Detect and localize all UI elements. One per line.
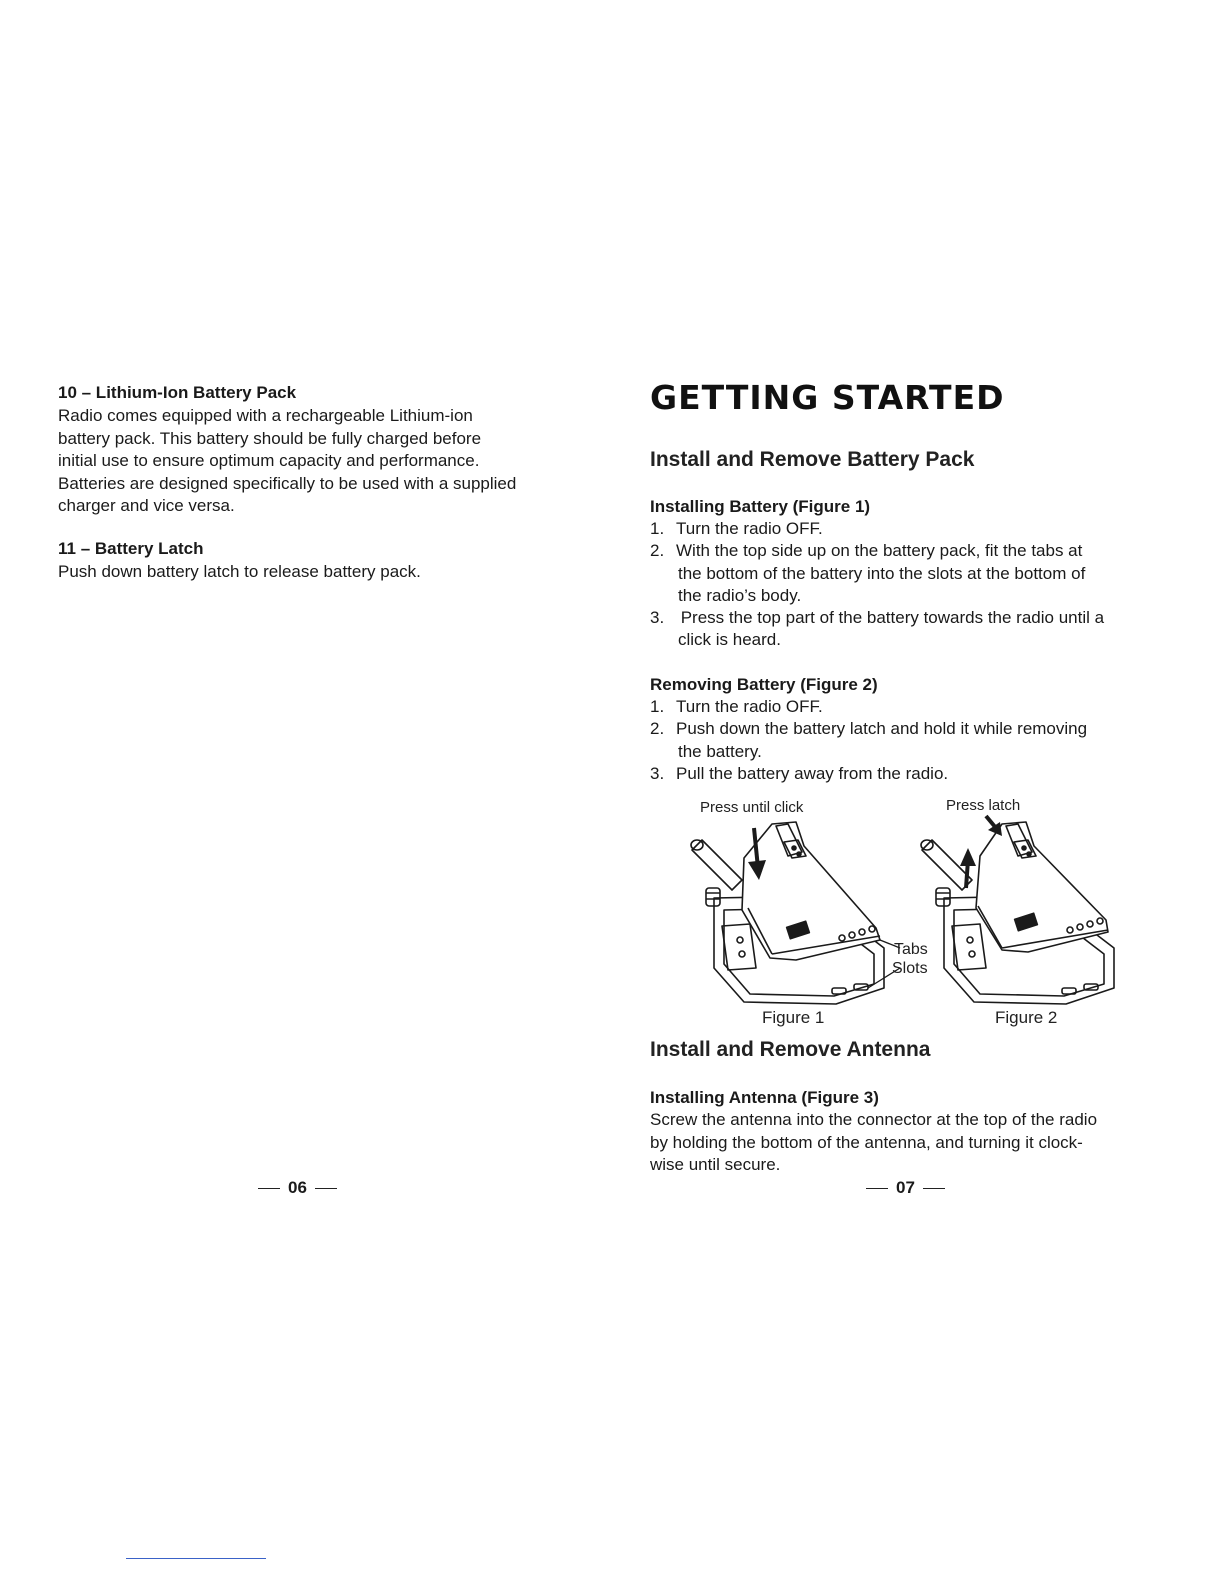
dash-decoration — [315, 1188, 337, 1189]
battery-pack-line: Radio comes equipped with a rechargeable Lithium-ion — [58, 406, 473, 425]
battery-latch-section — [58, 538, 578, 584]
step-number: 2. — [650, 541, 665, 561]
battery-latch-description: Push down battery latch to release battery pack. — [58, 562, 421, 581]
dash-decoration — [866, 1188, 888, 1189]
step-number: 1. — [650, 697, 665, 716]
list-item — [650, 718, 1170, 763]
battery-pack-title: 10 – Lithium-Ion Battery Pack — [58, 383, 297, 402]
battery-pack-line: battery pack. This battery should be fully charged before — [58, 428, 482, 448]
step-text: the bottom of the battery into the slots at the bottom of — [678, 563, 1086, 583]
step-number: 3. — [650, 763, 665, 783]
removing-battery-section — [650, 674, 1170, 785]
list-item — [650, 607, 1170, 652]
list-item — [650, 696, 1170, 718]
removing-battery-title: Removing Battery (Figure 2) — [650, 675, 878, 694]
figure2-caption: Figure 2 — [995, 1008, 1058, 1027]
battery-section-heading: Install and Remove Battery Pack — [650, 448, 975, 471]
step-text: Press the top part of the battery towards the radio until a — [676, 608, 1105, 628]
battery-pack-line: charger and vice versa. — [58, 496, 235, 515]
battery-pack-description — [58, 405, 578, 518]
figure1-label: Press until click — [700, 799, 804, 816]
step-text: the battery. — [678, 741, 762, 761]
page-number-text: 07 — [896, 1178, 915, 1197]
step-text: click is heard. — [678, 630, 781, 650]
step-text: Turn the radio OFF. — [676, 519, 823, 538]
antenna-line: by holding the bottom of the antenna, and turning it clock- — [650, 1132, 1083, 1152]
battery-latch-title: 11 – Battery Latch — [58, 539, 204, 558]
step-number: 2. — [650, 719, 665, 739]
figure1-radio-battery-illustration — [684, 818, 944, 1008]
removing-battery-steps — [650, 696, 1170, 785]
dash-decoration — [258, 1188, 280, 1189]
step-text: the radio’s body. — [678, 585, 802, 605]
battery-pack-line: Batteries are designed specifically to be used with a supplied — [58, 473, 517, 493]
installing-battery-title: Installing Battery (Figure 1) — [650, 497, 871, 516]
step-text: Push down the battery latch and hold it while removing — [676, 719, 1088, 739]
right-page — [612, 0, 1224, 1584]
installing-battery-section — [650, 496, 1170, 652]
list-item — [650, 763, 1170, 785]
installing-antenna-description — [650, 1109, 1180, 1177]
installing-battery-steps — [650, 518, 1170, 652]
slots-label: Slots — [892, 960, 928, 977]
page-number-text: 06 — [288, 1178, 307, 1197]
installing-antenna-title: Installing Antenna (Figure 3) — [650, 1088, 879, 1107]
step-text: Turn the radio OFF. — [676, 697, 823, 716]
step-text: Pull the battery away from the radio. — [676, 763, 949, 783]
battery-pack-line: initial use to ensure optimum capacity and performance. — [58, 451, 480, 470]
step-number: 3. — [650, 608, 665, 628]
antenna-line: Screw the antenna into the connector at the top of the radio — [650, 1110, 1098, 1129]
antenna-section-heading: Install and Remove Antenna — [650, 1038, 931, 1061]
tabs-label: Tabs — [894, 941, 928, 958]
figure2-label: Press latch — [946, 797, 1021, 814]
dash-decoration — [923, 1188, 945, 1189]
page-number-right — [866, 1178, 945, 1198]
step-text: With the top side up on the battery pack, fit the tabs at — [676, 541, 1083, 561]
page-number-left — [258, 1178, 337, 1198]
installing-antenna-section — [650, 1087, 1180, 1177]
list-item — [650, 518, 1170, 540]
step-number: 1. — [650, 519, 665, 538]
footer-rule — [126, 1558, 266, 1559]
figure1-caption: Figure 1 — [762, 1008, 825, 1027]
figure2-radio-battery-illustration — [918, 812, 1128, 1008]
battery-pack-section — [58, 382, 578, 518]
page-title: GETTING STARTED — [650, 378, 1005, 417]
antenna-line: wise until secure. — [650, 1155, 781, 1174]
list-item — [650, 540, 1170, 607]
